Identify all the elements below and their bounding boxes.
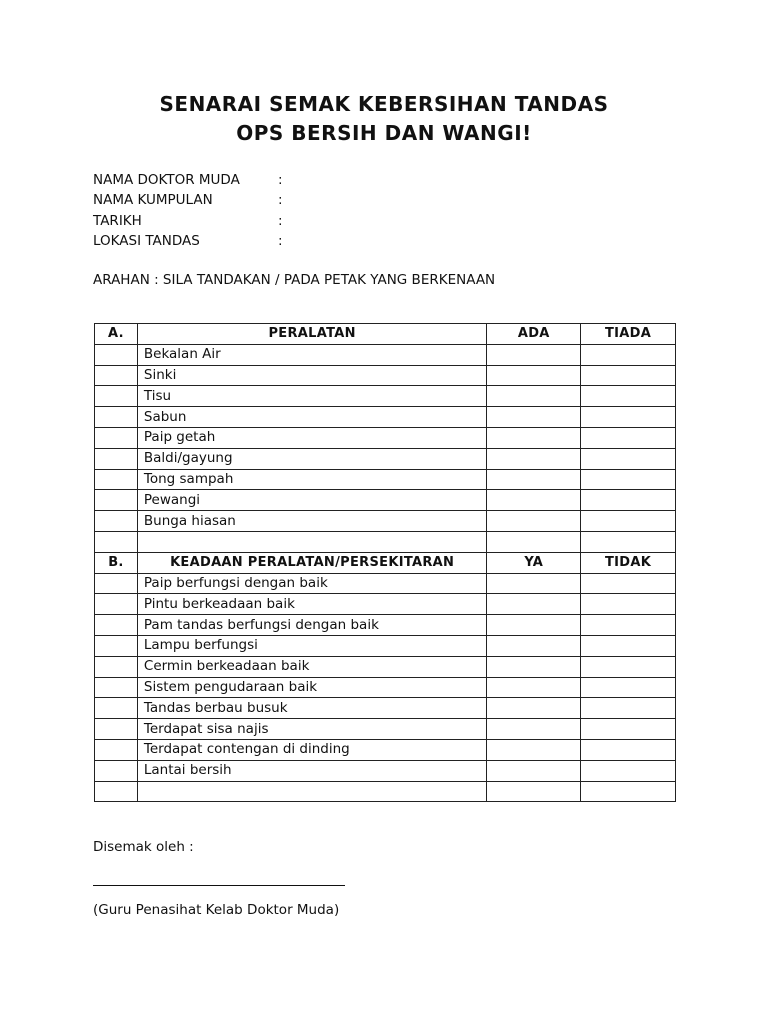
- info-fields: [93, 170, 290, 251]
- check-cell-yes[interactable]: [487, 781, 581, 802]
- table-row: [95, 573, 676, 594]
- check-cell-yes[interactable]: [487, 427, 581, 448]
- item-label: Lantai bersih: [137, 760, 486, 781]
- section-heading: PERALATAN: [137, 324, 486, 345]
- info-label: TARIKH: [93, 212, 142, 229]
- table-row: [95, 615, 676, 636]
- check-cell-no[interactable]: [581, 448, 676, 469]
- item-label: Lampu berfungsi: [137, 635, 486, 656]
- item-label: [137, 531, 486, 552]
- check-cell-no[interactable]: [581, 594, 676, 615]
- check-cell-no[interactable]: [581, 511, 676, 532]
- item-label: Terdapat sisa najis: [137, 719, 486, 740]
- row-number-cell: [95, 594, 138, 615]
- table-row: [95, 365, 676, 386]
- row-number-cell: [95, 344, 138, 365]
- row-number-cell: [95, 365, 138, 386]
- item-label: Pintu berkeadaan baik: [137, 594, 486, 615]
- item-label: Tandas berbau busuk: [137, 698, 486, 719]
- table-row: [95, 448, 676, 469]
- row-number-cell: [95, 656, 138, 677]
- check-cell-no[interactable]: [581, 469, 676, 490]
- row-number-cell: [95, 677, 138, 698]
- checklist-table: [94, 323, 676, 802]
- info-colon: :: [278, 232, 283, 249]
- item-label: Sabun: [137, 407, 486, 428]
- check-cell-yes[interactable]: [487, 698, 581, 719]
- row-number-cell: [95, 781, 138, 802]
- table-row: [95, 469, 676, 490]
- check-cell-yes[interactable]: [487, 635, 581, 656]
- check-cell-no[interactable]: [581, 531, 676, 552]
- table-row: [95, 760, 676, 781]
- section-a-header: [95, 324, 676, 345]
- info-colon: :: [278, 212, 283, 229]
- table-row: [95, 407, 676, 428]
- check-cell-yes[interactable]: [487, 344, 581, 365]
- info-row-date: [93, 211, 290, 231]
- check-cell-no[interactable]: [581, 760, 676, 781]
- row-number-cell: [95, 573, 138, 594]
- instruction-text: ARAHAN : SILA TANDAKAN / PADA PETAK YANG BERKENAAN: [93, 272, 496, 288]
- table-row: [95, 531, 676, 552]
- row-number-cell: [95, 407, 138, 428]
- item-label: Bekalan Air: [137, 344, 486, 365]
- check-cell-yes[interactable]: [487, 531, 581, 552]
- check-cell-no[interactable]: [581, 344, 676, 365]
- check-cell-no[interactable]: [581, 490, 676, 511]
- check-cell-no[interactable]: [581, 698, 676, 719]
- signature-line: [93, 885, 345, 886]
- row-number-cell: [95, 427, 138, 448]
- item-label: Terdapat contengan di dinding: [137, 739, 486, 760]
- table-row: [95, 677, 676, 698]
- table-row: [95, 781, 676, 802]
- check-cell-no[interactable]: [581, 427, 676, 448]
- check-cell-yes[interactable]: [487, 656, 581, 677]
- check-cell-yes[interactable]: [487, 448, 581, 469]
- column-yes-header: ADA: [487, 324, 581, 345]
- item-label: [137, 781, 486, 802]
- item-label: Baldi/gayung: [137, 448, 486, 469]
- check-cell-yes[interactable]: [487, 511, 581, 532]
- table-row: [95, 386, 676, 407]
- check-cell-no[interactable]: [581, 781, 676, 802]
- check-cell-yes[interactable]: [487, 469, 581, 490]
- check-cell-yes[interactable]: [487, 739, 581, 760]
- check-cell-no[interactable]: [581, 739, 676, 760]
- section-b-header: [95, 552, 676, 573]
- item-label: Bunga hiasan: [137, 511, 486, 532]
- check-cell-no[interactable]: [581, 635, 676, 656]
- check-cell-no[interactable]: [581, 365, 676, 386]
- item-label: Paip getah: [137, 427, 486, 448]
- check-cell-no[interactable]: [581, 615, 676, 636]
- check-cell-no[interactable]: [581, 656, 676, 677]
- row-number-cell: [95, 615, 138, 636]
- check-cell-yes[interactable]: [487, 407, 581, 428]
- table-row: [95, 656, 676, 677]
- row-number-cell: [95, 531, 138, 552]
- row-number-cell: [95, 760, 138, 781]
- check-cell-no[interactable]: [581, 407, 676, 428]
- info-row-group-name: [93, 190, 290, 210]
- check-cell-no[interactable]: [581, 386, 676, 407]
- section-code: B.: [95, 552, 138, 573]
- info-label: NAMA DOKTOR MUDA: [93, 172, 240, 188]
- table-row: [95, 594, 676, 615]
- item-label: Sistem pengudaraan baik: [137, 677, 486, 698]
- item-label: Tisu: [137, 386, 486, 407]
- table-row: [95, 719, 676, 740]
- info-colon: :: [278, 172, 283, 188]
- section-code: A.: [95, 324, 138, 345]
- column-no-header: TIADA: [581, 324, 676, 345]
- item-label: Cermin berkeadaan baik: [137, 656, 486, 677]
- column-yes-header: YA: [487, 552, 581, 573]
- item-label: Pam tandas berfungsi dengan baik: [137, 615, 486, 636]
- row-number-cell: [95, 698, 138, 719]
- check-cell-no[interactable]: [581, 719, 676, 740]
- document-subtitle: OPS BERSIH DAN WANGI!: [236, 121, 532, 145]
- table-row: [95, 739, 676, 760]
- row-number-cell: [95, 490, 138, 511]
- item-label: Sinki: [137, 365, 486, 386]
- document-title: SENARAI SEMAK KEBERSIHAN TANDAS: [159, 92, 609, 116]
- table-row: [95, 635, 676, 656]
- check-cell-no[interactable]: [581, 677, 676, 698]
- row-number-cell: [95, 448, 138, 469]
- check-cell-yes[interactable]: [487, 386, 581, 407]
- table-row: [95, 427, 676, 448]
- item-label: Paip berfungsi dengan baik: [137, 573, 486, 594]
- table-row: [95, 344, 676, 365]
- info-label: NAMA KUMPULAN: [93, 192, 213, 209]
- section-heading: KEADAAN PERALATAN/PERSEKITARAN: [137, 552, 486, 573]
- row-number-cell: [95, 635, 138, 656]
- check-cell-yes[interactable]: [487, 677, 581, 698]
- table-row: [95, 511, 676, 532]
- row-number-cell: [95, 386, 138, 407]
- check-cell-yes[interactable]: [487, 365, 581, 386]
- info-row-location: [93, 231, 290, 251]
- info-label: LOKASI TANDAS: [93, 232, 200, 249]
- check-cell-yes[interactable]: [487, 719, 581, 740]
- check-cell-yes[interactable]: [487, 594, 581, 615]
- info-row-doctor-name: [93, 170, 290, 190]
- row-number-cell: [95, 469, 138, 490]
- row-number-cell: [95, 719, 138, 740]
- item-label: Pewangi: [137, 490, 486, 511]
- column-no-header: TIDAK: [581, 552, 676, 573]
- table-row: [95, 698, 676, 719]
- check-cell-yes[interactable]: [487, 615, 581, 636]
- row-number-cell: [95, 739, 138, 760]
- check-cell-yes[interactable]: [487, 490, 581, 511]
- item-label: Tong sampah: [137, 469, 486, 490]
- table-row: [95, 490, 676, 511]
- signature-caption: (Guru Penasihat Kelab Doktor Muda): [93, 902, 340, 918]
- check-cell-yes[interactable]: [487, 573, 581, 594]
- check-cell-yes[interactable]: [487, 760, 581, 781]
- checked-by-label: Disemak oleh :: [93, 839, 194, 855]
- check-cell-no[interactable]: [581, 573, 676, 594]
- info-colon: :: [278, 192, 283, 209]
- row-number-cell: [95, 511, 138, 532]
